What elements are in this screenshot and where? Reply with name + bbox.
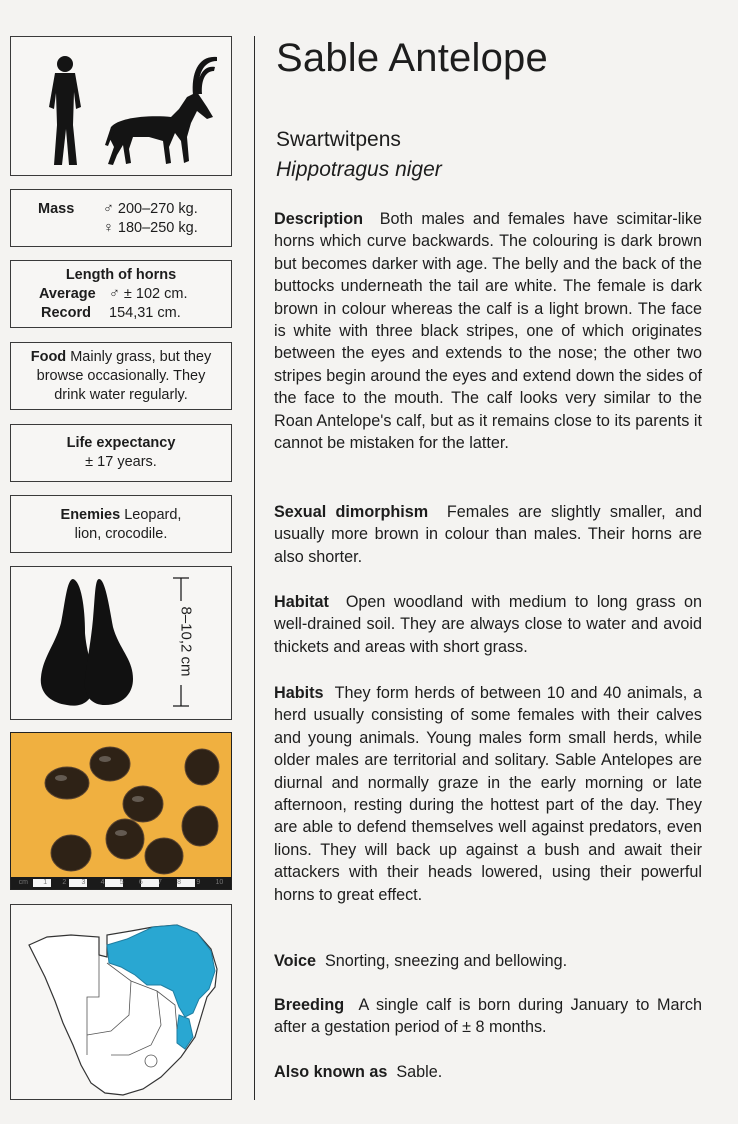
description-text: Both males and females have scimitar-like horns which curve backwards. The colouring is dark brown but becomes darker with age. The belly and the back of the buttocks underneath the tail are white. The female is dark brown in colour whereas the calf is a light brown. The face is white with three black stripes, one of which originates between the eyes and extends to the nose; the other two stripes begin around the eyes and extend down the sides of the face to the mouth. The calf looks very similar to the Roan Antelope's calf, but as it remains close to its parents it cannot be mistaken for the latter.: [274, 210, 702, 453]
mass-panel: [10, 189, 232, 247]
track-panel: [10, 566, 232, 720]
scientific-name: Hippotragus niger: [276, 158, 442, 181]
scale-tick: 3: [81, 879, 86, 886]
habitat-heading: Habitat: [274, 593, 329, 611]
food-panel: [10, 342, 232, 410]
scale-tick: 9: [196, 879, 201, 886]
life-expectancy-panel: [10, 424, 232, 482]
description-heading: Description: [274, 210, 364, 228]
dimorphism-heading: Sexual dimorphism: [274, 503, 429, 521]
voice-section: [274, 950, 702, 972]
habitat-section: [274, 591, 702, 658]
horn-record-label: Record: [41, 305, 91, 321]
food-line-2: browse occasionally. They: [36, 368, 206, 384]
scale-tick: 2: [62, 879, 67, 886]
habits-section: [274, 682, 702, 906]
habitat-text: Open woodland with medium to long grass on well-drained soil. They are always close to water and avoid thickets and areas with short grass.: [274, 593, 703, 656]
horn-average-label: Average: [39, 286, 96, 302]
scale-tick: 1: [43, 879, 48, 886]
track-size-label: 8–10,2 cm: [177, 606, 195, 677]
habits-text: They form herds of between 10 and 40 animals, a herd usually consisting of some females with their calves and young animals. Young males form small herds, while older males are territorial and solitary. Sable Antelopes are diurnal and normally graze in the early morning or late afternoon, resting during the hottest part of the day. They are able to defend themselves well against predators, even lions. They will back up against a bush and await their attackers with their heads lowered, using their powerful horns to great effect.: [274, 684, 702, 904]
scale-tick: 6: [138, 879, 143, 886]
horn-length-panel: [10, 260, 232, 328]
dimorphism-text: Females are slightly smaller, and usually more brown in colour than males. Their horns are also shorter.: [274, 503, 703, 566]
distribution-map: [11, 905, 231, 1099]
breeding-heading: Breeding: [274, 996, 345, 1014]
droppings-image: [11, 733, 231, 889]
horn-record-value: 154,31 cm.: [109, 305, 181, 321]
life-expectancy-label: Life expectancy: [66, 435, 176, 451]
human-antelope-silhouette-icon: [11, 37, 231, 175]
aka-section: [274, 1061, 702, 1083]
scale-tick: 10: [215, 879, 224, 886]
column-divider: [254, 36, 255, 1100]
breeding-text: A single calf is born during January to March after a gestation period of ± 8 months.: [274, 996, 702, 1037]
hoof-track-icon: [11, 567, 231, 719]
mass-label: Mass: [38, 201, 75, 217]
breeding-section: [274, 994, 702, 1039]
enemies-panel: [10, 495, 232, 553]
scale-tick: 8: [177, 879, 182, 886]
droppings-panel: [10, 732, 232, 890]
food-label: Food: [30, 349, 67, 365]
voice-text: Snorting, sneezing and bellowing.: [325, 952, 568, 970]
enemies-line-2: lion, crocodile.: [74, 526, 168, 542]
description-section: [274, 208, 702, 454]
aka-heading: Also known as: [274, 1063, 388, 1081]
food-line-1: Mainly grass, but they: [70, 349, 212, 365]
distribution-map-panel: [10, 904, 232, 1100]
enemies-label: Enemies: [60, 507, 121, 523]
mass-female-value: ♀ 180–250 kg.: [103, 220, 198, 236]
life-expectancy-value: ± 17 years.: [85, 454, 157, 470]
scale-tick: 4: [100, 879, 105, 886]
page-title: Sable Antelope: [276, 36, 548, 80]
scale-tick: cm: [18, 879, 28, 886]
scale-tick: 7: [158, 879, 162, 886]
afrikaans-name: Swartwitpens: [276, 128, 401, 151]
size-comparison-panel: [10, 36, 232, 176]
horn-length-label: Length of horns: [65, 267, 177, 283]
aka-text: Sable.: [396, 1063, 443, 1081]
food-line-3: drink water regularly.: [54, 387, 188, 403]
voice-heading: Voice: [274, 952, 316, 970]
scale-tick: 5: [119, 879, 124, 886]
dimorphism-section: [274, 501, 702, 568]
habits-heading: Habits: [274, 684, 324, 702]
enemies-line-1: Leopard,: [124, 507, 182, 523]
scale-bar: [11, 877, 231, 889]
horn-average-value: ♂ ± 102 cm.: [109, 286, 188, 302]
mass-male-value: ♂ 200–270 kg.: [103, 201, 198, 217]
